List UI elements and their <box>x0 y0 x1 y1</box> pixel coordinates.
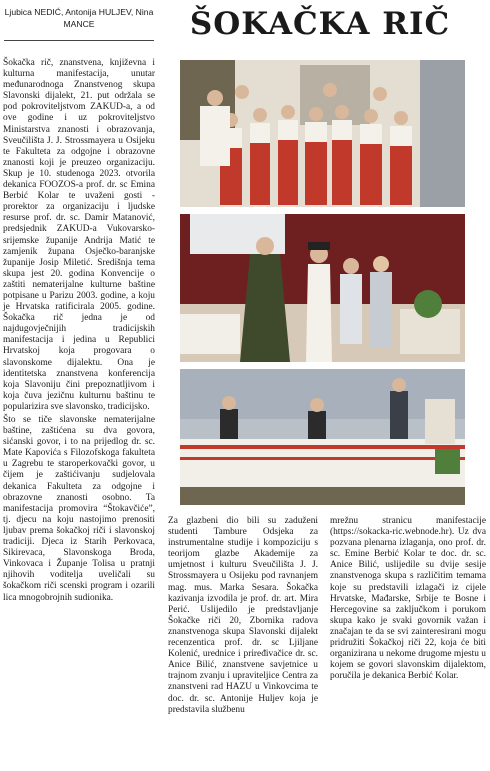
authors-byline: Ljubica NEDIĆ, Antonija HULJEV, Nina MANCE <box>4 7 154 29</box>
article-title: ŠOKAČKA RIČ <box>189 6 451 42</box>
article-column-2 <box>168 516 318 718</box>
article-column-1 <box>3 58 155 606</box>
paragraph-4: mrežnu stranicu manifestacije (https://sokacka-ric.webnode.hr). Uz dva pozvana plenarna izlaganja, ono prof. dr. sc. Emine Berbić Kolar te doc. dr. sc. Anice Bilić, uslijedile su dvije sesije znanstvenoga skupa s različitim temama koje su predstavili izlagači iz cijele Hrvatske, Mađarske, Srbije te Bosne i Hercegovine sa zaključkom i porukom skupa kako je svaki govornik važan i značajan te da se svi zainteresirani mogu pridružiti Šokačkoj riči 22, koja će biti organizirana u nekome drugome mjestu u kojem se govori slavonskim dijalektom, poručila je dekanica Berbić Kolar. <box>330 516 486 682</box>
paragraph-1: Šokačka rič, znanstvena, književna i kulturna manifestacija, unutar međunarodnoga Znanstvenog skupa Slavonski dijalekt, 21. put održala se pod pokroviteljstvom ZAKUD-a, a od ove godine i uz pokroviteljstvo Ministarstva znanosti i obrazovanja, Sveučilišta J. J. Strossmayera u Osijeku te Fakulteta za odgojne i obrazovne znanosti koji je preuzeo organizaciju. Skup je 10. studenoga 2023. otvorila dekanica FOOZOS-a prof. dr. sc Emina Berbić Kolar te uvaženi gosti - prorektor za organizaciju i ljudske resurse prof. dr. sc. Damir Matanović, predsjednik ZAKUD-a Vukovarsko-srijemske županije Andrija Matić te zamjenik župana Osječko-baranjske županije Josip Miletić. Središnja tema skupa jest 20. godina Konvencije o zaštiti nematerijalne kulturne baštine potpisane u Parizu 2003. godine, a koju je Hrvatska ratificirala 2005. godine. Šokačka rič jedna je od najdugovječnijih tradicijskih manifestacija i jedina u Republici Hrvatskoj koja progovara o slavonskome dijalektu. Ona je identitetska znanstvena konferencija koja Slavoniju čini prepoznatljivom i koja čuva jezičnu kulturnu baštinu te popularizira sve slavonsko, tradicijsko. <box>3 58 155 412</box>
photo-conference-panel <box>180 369 465 505</box>
byline-divider <box>4 40 154 41</box>
photo-stage-performers <box>180 214 465 362</box>
paragraph-3: Za glazbeni dio bili su zaduženi studenti Tambure Odsjeka za instrumentalne studije i kompoziciju s teorijom glazbe Akademije za umjetnost i kulturu Sveučilišta J. J. Strossmayera u Osijeku pod ravnanjem mag. mus. Marka Sesara. Šokačka kazivanja izvodila je prof. dr. art. Mira Perić. Uslijedilo je predstavljanje Šokačke riči 20, Zbornika radova znanstvenoga skupa Slavonski dijalekt recenzentica prof. dr. sc Ljiljane Kolenić, urednice i priređivačice dr. sc. Anice Bilić, znanstvene savjetnice u trajnom zvanju i upraviteljice Centra za znanstveni rad HAZU u Vinkovcima te doc. dr. sc. Antonije Huljev koja je predstavila službenu <box>168 516 318 715</box>
photo-children-costumes <box>180 60 465 207</box>
paragraph-2: Što se tiče slavonske nematerijalne baštine, zaštićena su dva govora, sićanski govor, i to na prijedlog dr. sc. Mate Kapovića s Filozofskoga fakulteta u Zagrebu te staroperkovački govor, u čijem je zaštićivanju sudjelovala dekanica Fakulteta za odgojne i obrazovne znanosti osobno. Ta manifestacija promovira “Štokavčiće”, tj. djecu na koju nastojimo prenositi ljubav prema šokačkoj riči i slavonskoj tradiciji. Djeca iz Starih Perkovaca, Sikirevaca, Slavonskoga Broda, Vinkovaca i Županje Tolisa u pratnji njihovih voditelja uveličali su šokačkom riči scenski program i ozarili lica mnogobrojnih sudionika. <box>3 415 155 603</box>
article-column-3 <box>330 516 486 684</box>
